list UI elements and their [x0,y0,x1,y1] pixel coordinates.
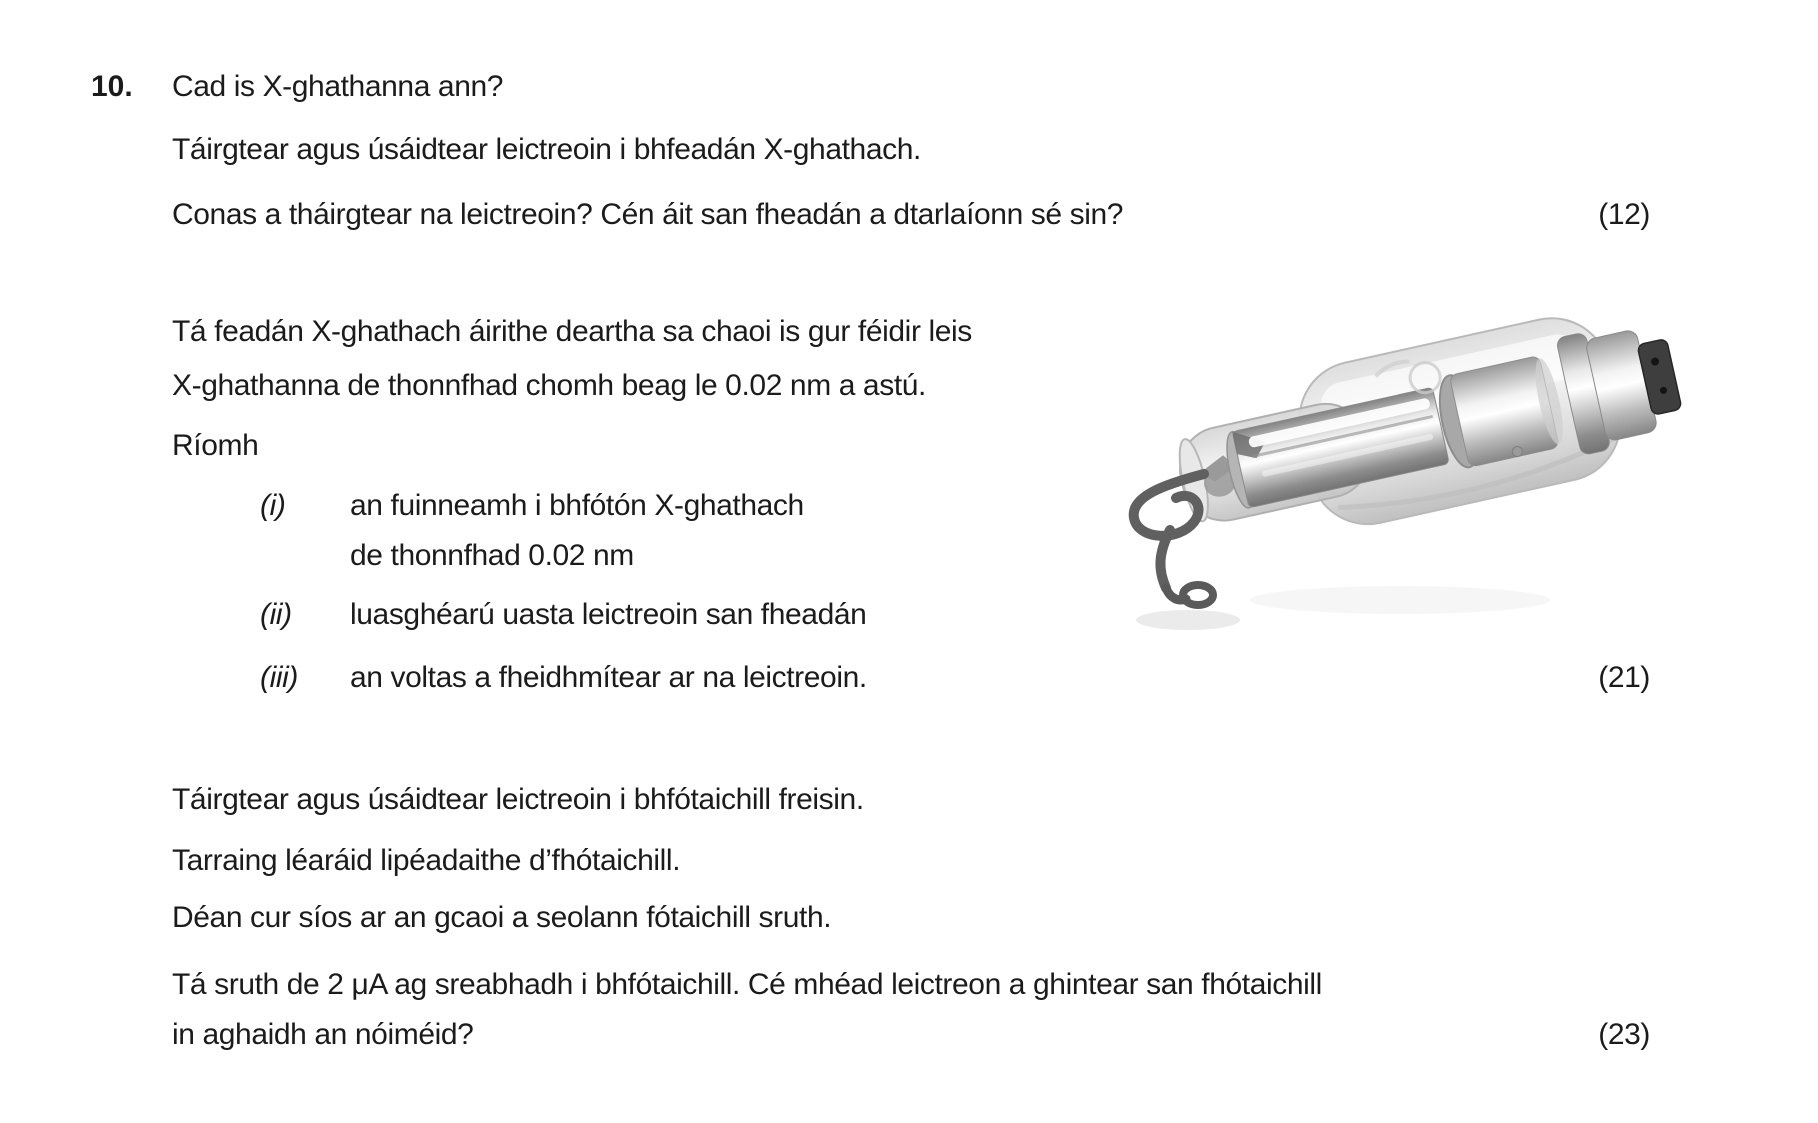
photocell-line-3: Déan cur síos ar an gcaoi a seolann fótaichill sruth. [172,901,832,934]
list-item-i-label: (i) [260,489,286,522]
intro-line-2: Táirgtear agus úsáidtear leictreoin i bhfeadán X-ghathach. [172,133,921,166]
photocell-line-1: Táirgtear agus úsáidtear leictreoin i bhfótaichill freisin. [172,783,864,816]
calculate-label: Ríomh [172,429,259,462]
list-item-ii-text: luasghéarú uasta leictreoin san fheadán [350,598,867,631]
wire-shadow [1136,610,1240,630]
tube-line-2: X-ghathanna de thonnfhad chomh beag le 0.02 nm a astú. [172,369,926,402]
x-ray-tube-photo-svg [1100,268,1690,668]
photocell-line-4: Tá sruth de 2 μA ag sreabhadh i bhfótaichill. Cé mhéad leictreon a ghintear san fhótaichill [172,968,1322,1001]
photocell-line-2: Tarraing léaráid lipéadaithe d’fhótaichill. [172,844,681,877]
tube-shadow [1250,586,1550,614]
list-item-iii-text: an voltas a fheidhmítear ar na leictreoin. [350,661,867,694]
photocell-line-5: in aghaidh an nóiméid? [172,1018,474,1051]
list-item-ii-label: (ii) [260,598,292,631]
tube-body-group [1164,294,1690,563]
wire-drop [1160,530,1170,588]
marks-part-b: (21) [1598,661,1650,694]
list-item-i-text-2: de thonnfhad 0.02 nm [350,539,634,572]
tube-line-1: Tá feadán X-ghathach áirithe deartha sa chaoi is gur féidir leis [172,315,972,348]
intro-line-3: Conas a tháirgtear na leictreoin? Cén áit san fheadán a dtarlaíonn sé sin? [172,198,1124,231]
intro-line-1: Cad is X-ghathanna ann? [172,70,504,103]
marks-part-c: (23) [1598,1018,1650,1051]
question-number: 10. [91,70,133,103]
x-ray-tube-photo [1100,268,1690,668]
marks-part-a: (12) [1598,198,1650,231]
list-item-iii-label: (iii) [260,661,298,694]
list-item-i-text: an fuinneamh i bhfótón X-ghathach [350,489,804,522]
